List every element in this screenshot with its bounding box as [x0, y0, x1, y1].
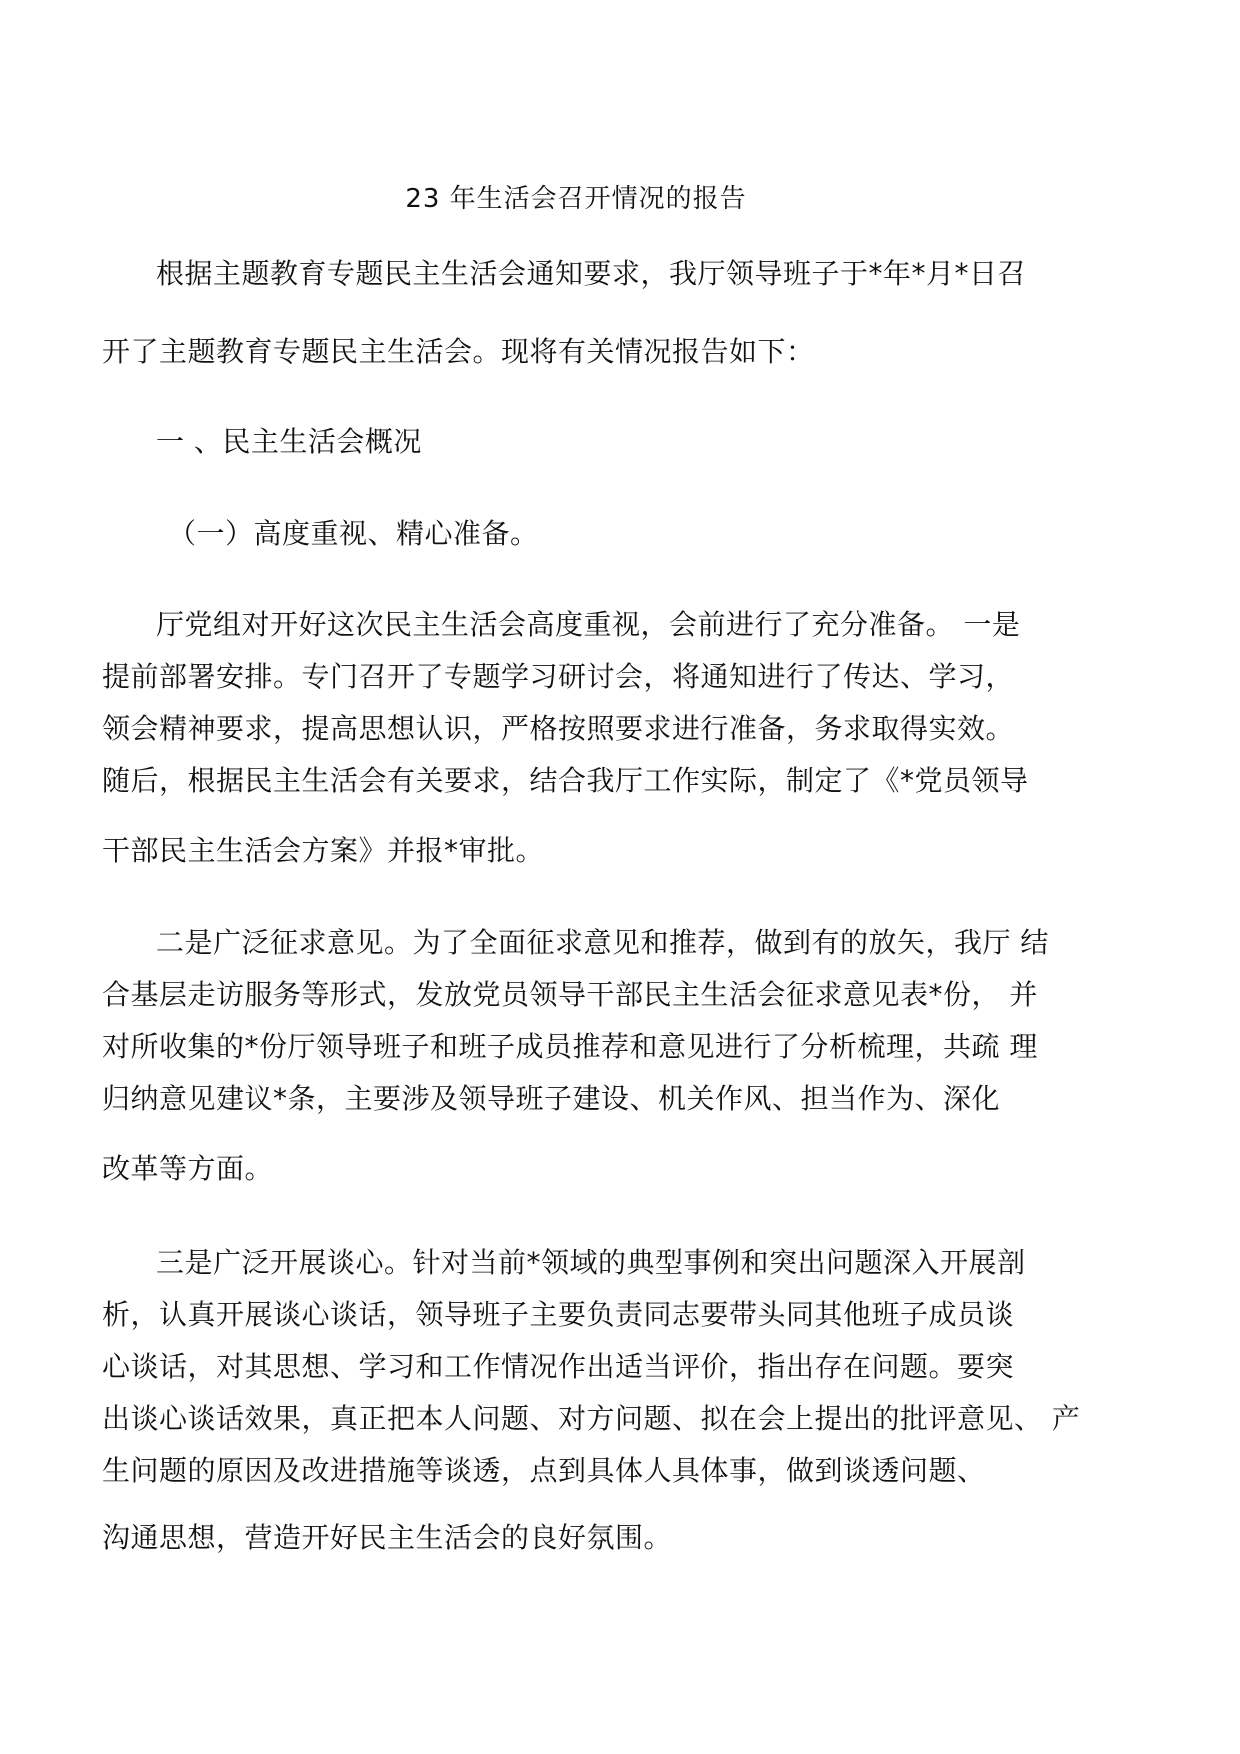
- paragraph-2-line-5: 改革等方面。: [102, 1152, 274, 1185]
- paragraph-2-line-3: 对所收集的*份厅领导班子和班子成员推荐和意见进行了分析梳理，共疏 理: [102, 1030, 1038, 1063]
- paragraph-1-line-3: 领会精神要求，提高思想认识，严格按照要求进行准备，务求取得实效。: [102, 712, 1015, 745]
- intro-line-2: 开了主题教育专题民主生活会。现将有关情况报告如下：: [102, 335, 815, 368]
- paragraph-1-line-4: 随后，根据民主生活会有关要求，结合我厅工作实际，制定了《*党员领导: [102, 764, 1029, 797]
- paragraph-1-line-5: 干部民主生活会方案》并报*审批。: [102, 834, 545, 867]
- paragraph-3-line-3: 心谈话，对其思想、学习和工作情况作出适当评价，指出存在问题。要突: [102, 1350, 1015, 1383]
- paragraph-2-line-1: 二是广泛征求意见。为了全面征求意见和推荐，做到有的放矢，我厅 结: [156, 926, 1049, 959]
- paragraph-3-line-1: 三是广泛开展谈心。针对当前*领域的典型事例和突出问题深入开展剖: [156, 1246, 1026, 1279]
- paragraph-3-line-5: 生问题的原因及改进措施等谈透，点到具体人具体事，做到谈透问题、: [102, 1454, 986, 1487]
- paragraph-3-line-2: 析，认真开展谈心谈话，领导班子主要负责同志要带头同其他班子成员谈: [102, 1298, 1015, 1331]
- section-heading: 一 、民主生活会概况: [156, 425, 422, 458]
- paragraph-1-line-1: 厅党组对开好这次民主生活会高度重视，会前进行了充分准备。 一是: [156, 608, 1021, 641]
- paragraph-2-line-4: 归纳意见建议*条，主要涉及领导班子建设、机关作风、担当作为、深化: [102, 1082, 1001, 1115]
- document-title: 23 年生活会召开情况的报告: [405, 184, 747, 214]
- subsection-heading: （一）高度重视、精心准备。: [168, 517, 539, 550]
- intro-line-1: 根据主题教育专题民主生活会通知要求，我厅领导班子于*年*月*日召: [156, 257, 1027, 290]
- paragraph-3-line-4: 出谈心谈话效果，真正把本人问题、对方问题、拟在会上提出的批评意见、 产: [102, 1402, 1081, 1435]
- paragraph-1-line-2: 提前部署安排。专门召开了专题学习研讨会，将通知进行了传达、学习，: [102, 660, 1015, 693]
- paragraph-2-line-2: 合基层走访服务等形式，发放党员领导干部民主生活会征求意见表*份， 并: [102, 978, 1038, 1011]
- paragraph-3-line-6: 沟通思想，营造开好民主生活会的良好氛围。: [102, 1521, 673, 1554]
